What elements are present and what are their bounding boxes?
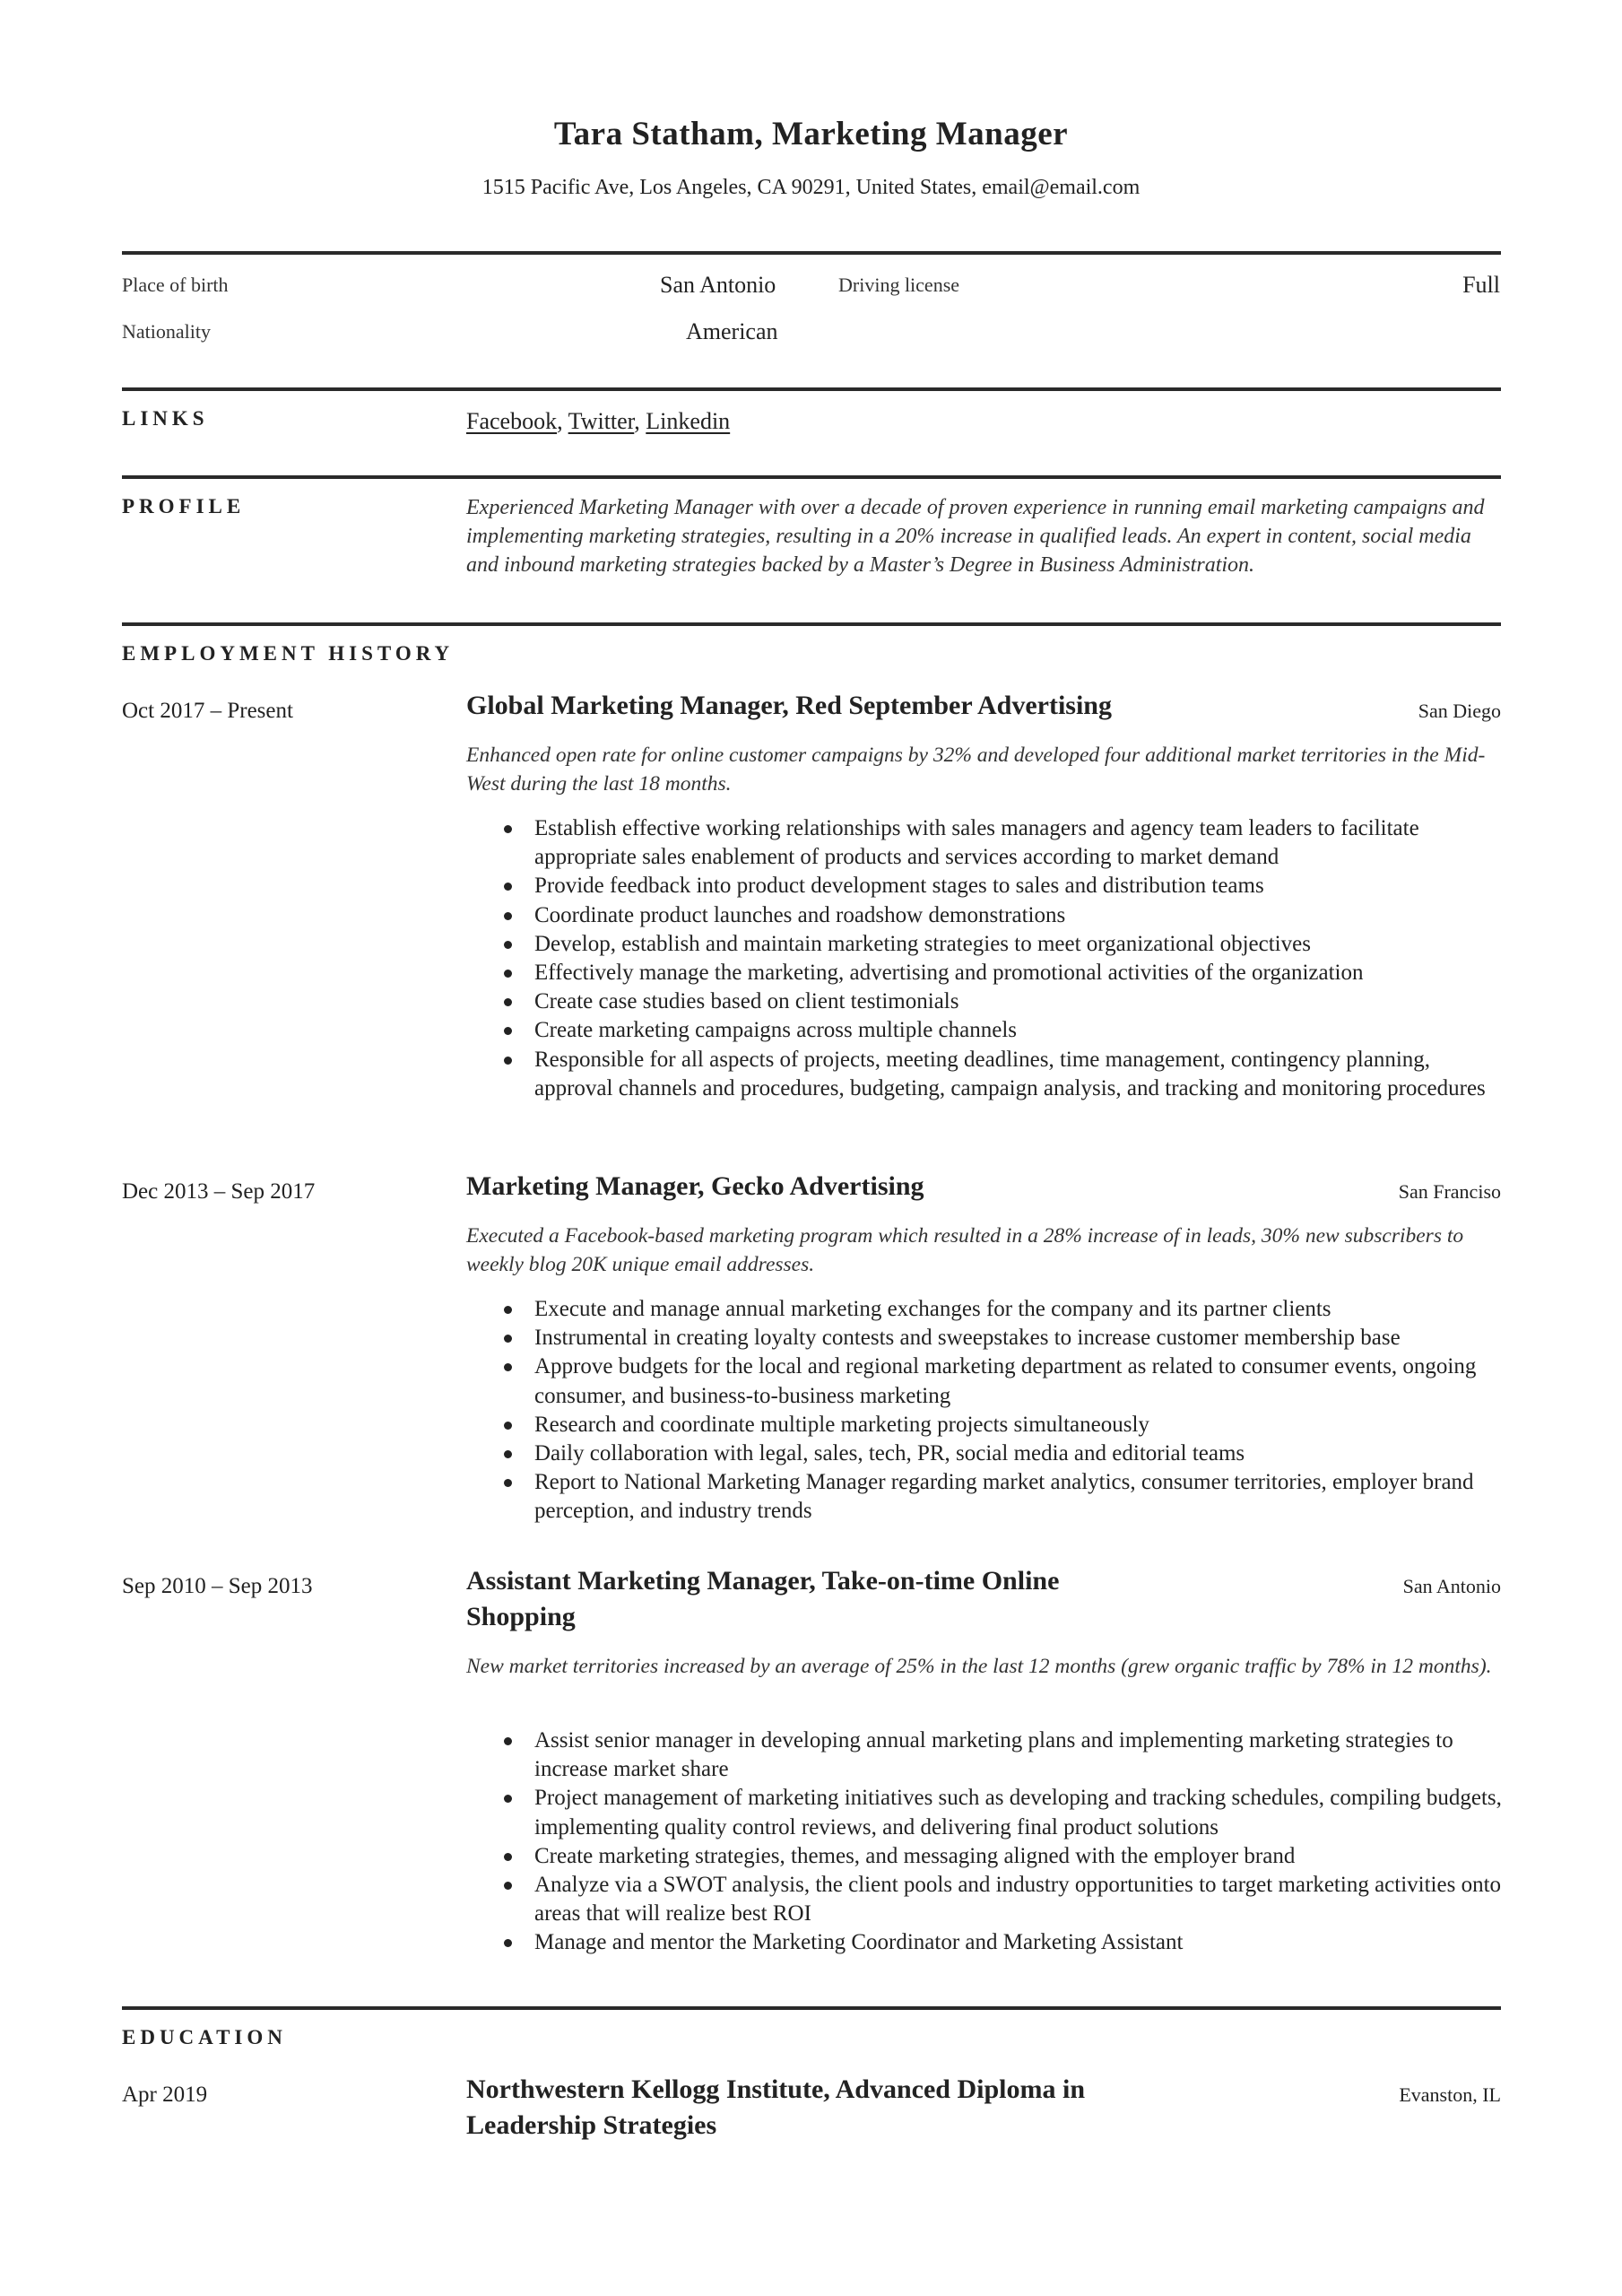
bullet-text: Daily collaboration with legal, sales, tech, PR, social media and editorial teams bbox=[534, 1441, 1245, 1466]
bullet-text: Create marketing campaigns across multiple channels bbox=[534, 1018, 1018, 1043]
job-summary: New market territories increased by an average of 25% in the last 12 months (grew organic traffic by 78% in 12 months). bbox=[466, 1655, 1492, 1678]
job-responsibilities bbox=[466, 1295, 1503, 1526]
nationality-label: Nationality bbox=[122, 320, 211, 343]
list-item bbox=[466, 814, 1503, 872]
bullet-icon bbox=[504, 998, 512, 1006]
job-title: Global Marketing Manager, Red September Advertising bbox=[466, 691, 1112, 720]
list-item bbox=[466, 959, 1503, 987]
divider bbox=[122, 387, 1501, 391]
list-item bbox=[466, 872, 1503, 900]
bullet-text: Assist senior manager in developing annual marketing plans and implementing marketing strategies to increase market share bbox=[534, 1728, 1453, 1782]
list-item bbox=[466, 1784, 1503, 1841]
education-dates: Apr 2019 bbox=[122, 2083, 208, 2107]
bullet-text: Effectively manage the marketing, advertising and promotional activities of the organization bbox=[534, 961, 1364, 986]
list-item bbox=[466, 1439, 1503, 1468]
bullet-icon bbox=[504, 1057, 512, 1065]
bullet-text: Create case studies based on client testimonials bbox=[534, 989, 959, 1014]
list-item bbox=[466, 1046, 1503, 1103]
bullet-text: Execute and manage annual marketing exchanges for the company and its partner clients bbox=[534, 1297, 1331, 1321]
job-title: Marketing Manager, Gecko Advertising bbox=[466, 1171, 924, 1201]
divider bbox=[122, 622, 1501, 626]
job-summary: Executed a Facebook-based marketing program which resulted in a 28% increase of in leads, 30% new subscribers to weekly blog 20K unique email addresses. bbox=[466, 1224, 1464, 1276]
links-heading: LINKS bbox=[122, 407, 209, 430]
bullet-icon bbox=[504, 941, 512, 949]
bullet-icon bbox=[504, 1939, 512, 1947]
list-item bbox=[466, 1842, 1503, 1871]
link-separator: , bbox=[557, 408, 568, 434]
education-title: Northwestern Kellogg Institute, Advanced Diploma in Leadership Strategies bbox=[466, 2074, 1085, 2140]
bullet-icon bbox=[504, 912, 512, 920]
profile-heading: PROFILE bbox=[122, 495, 246, 517]
bullet-text: Develop, establish and maintain marketing strategies to meet organizational objectives bbox=[534, 931, 1311, 956]
bullet-text: Manage and mentor the Marketing Coordinator and Marketing Assistant bbox=[534, 1930, 1184, 1955]
bullet-icon bbox=[504, 883, 512, 891]
bullet-icon bbox=[504, 1027, 512, 1035]
job-location: San Franciso bbox=[1398, 1180, 1501, 1203]
linkedin-link[interactable]: Linkedin bbox=[646, 408, 731, 434]
employment-heading: EMPLOYMENT HISTORY bbox=[122, 642, 455, 665]
list-item bbox=[466, 1016, 1503, 1045]
place-of-birth-label: Place of birth bbox=[122, 274, 229, 296]
twitter-link[interactable]: Twitter bbox=[568, 408, 635, 434]
bullet-icon bbox=[504, 1853, 512, 1861]
bullet-text: Research and coordinate multiple marketing projects simultaneously bbox=[534, 1412, 1149, 1437]
bullet-text: Establish effective working relationships with sales managers and agency team leaders to facilitate appropriate sales enablement of products and services according to market demand bbox=[534, 816, 1419, 870]
divider bbox=[122, 2006, 1501, 2010]
driving-license-label: Driving license bbox=[838, 274, 960, 296]
bullet-text: Coordinate product launches and roadshow demonstrations bbox=[534, 902, 1066, 927]
bullet-icon bbox=[504, 1335, 512, 1343]
nationality-value: American bbox=[686, 318, 778, 344]
list-item bbox=[466, 1295, 1503, 1324]
resume-name: Tara Statham, Marketing Manager bbox=[553, 116, 1069, 152]
bullet-icon bbox=[504, 1306, 512, 1314]
profile-summary: Experienced Marketing Manager with over a decade of proven experience in running email marketing campaigns and implementing marketing strategies, resulting in a 20% increase in qualified leads. An expert in content, social media and inbound marketing strategies backed by a Master’s Degree in Business Administration. bbox=[466, 496, 1485, 577]
job-location: San Diego bbox=[1418, 700, 1501, 722]
bullet-icon bbox=[504, 825, 512, 833]
job-dates: Dec 2013 – Sep 2017 bbox=[122, 1179, 316, 1204]
bullet-text: Instrumental in creating loyalty contests and sweepstakes to increase customer membership base bbox=[534, 1326, 1401, 1351]
bullet-icon bbox=[504, 1882, 512, 1890]
list-item bbox=[466, 1411, 1503, 1439]
bullet-text: Provide feedback into product development stages to sales and distribution teams bbox=[534, 874, 1264, 899]
bullet-text: Report to National Marketing Manager regarding market analytics, consumer territories, employer brand perception, and industry trends bbox=[534, 1470, 1474, 1524]
education-location: Evanston, IL bbox=[1399, 2083, 1501, 2106]
bullet-icon bbox=[504, 1795, 512, 1803]
bullet-text: Analyze via a SWOT analysis, the client pools and industry opportunities to target marketing activities onto areas that will realize best ROI bbox=[534, 1873, 1502, 1926]
contact-address: 1515 Pacific Ave, Los Angeles, CA 90291, United States, email@email.com bbox=[481, 176, 1141, 199]
list-item bbox=[466, 1324, 1503, 1352]
list-item bbox=[466, 1352, 1503, 1410]
link-separator: , bbox=[634, 408, 646, 434]
bullet-icon bbox=[504, 1363, 512, 1371]
bullet-text: Create marketing strategies, themes, and messaging aligned with the employer brand bbox=[534, 1843, 1296, 1868]
facebook-link[interactable]: Facebook bbox=[466, 408, 558, 434]
job-responsibilities bbox=[466, 814, 1503, 1103]
bullet-icon bbox=[504, 1479, 512, 1487]
bullet-icon bbox=[504, 1450, 512, 1458]
bullet-icon bbox=[504, 1737, 512, 1745]
divider bbox=[122, 475, 1501, 479]
education-heading: EDUCATION bbox=[122, 2026, 287, 2048]
bullet-text: Approve budgets for the local and regional marketing department as related to consumer events, ongoing consumer, and business-to-business marketing bbox=[534, 1354, 1477, 1408]
list-item bbox=[466, 930, 1503, 959]
list-item bbox=[466, 1928, 1503, 1957]
list-item bbox=[466, 901, 1503, 930]
divider bbox=[122, 251, 1501, 255]
job-title: Assistant Marketing Manager, Take-on-time Online Shopping bbox=[466, 1566, 1060, 1631]
driving-license-value: Full bbox=[1462, 272, 1500, 298]
bullet-text: Project management of marketing initiatives such as developing and tracking schedules, compiling budgets, implementing quality control reviews, and delivering final product solutions bbox=[534, 1786, 1502, 1839]
list-item bbox=[466, 1468, 1503, 1526]
bullet-icon bbox=[504, 970, 512, 978]
list-item bbox=[466, 1871, 1503, 1928]
job-location: San Antonio bbox=[1402, 1575, 1501, 1597]
bullet-icon bbox=[504, 1422, 512, 1430]
links-list bbox=[466, 408, 730, 435]
bullet-text: Responsible for all aspects of projects, meeting deadlines, time management, contingency planning, approval channels and procedures, budgeting, campaign analysis, and tracking and monitoring procedures bbox=[534, 1047, 1486, 1100]
job-summary: Enhanced open rate for online customer campaigns by 32% and developed four additional market territories in the Mid-West during the last 18 months. bbox=[466, 744, 1486, 796]
job-responsibilities bbox=[466, 1726, 1503, 1958]
job-dates: Sep 2010 – Sep 2013 bbox=[122, 1574, 313, 1598]
list-item bbox=[466, 1726, 1503, 1784]
list-item bbox=[466, 987, 1503, 1016]
place-of-birth-value: San Antonio bbox=[660, 272, 776, 298]
job-dates: Oct 2017 – Present bbox=[122, 699, 293, 723]
